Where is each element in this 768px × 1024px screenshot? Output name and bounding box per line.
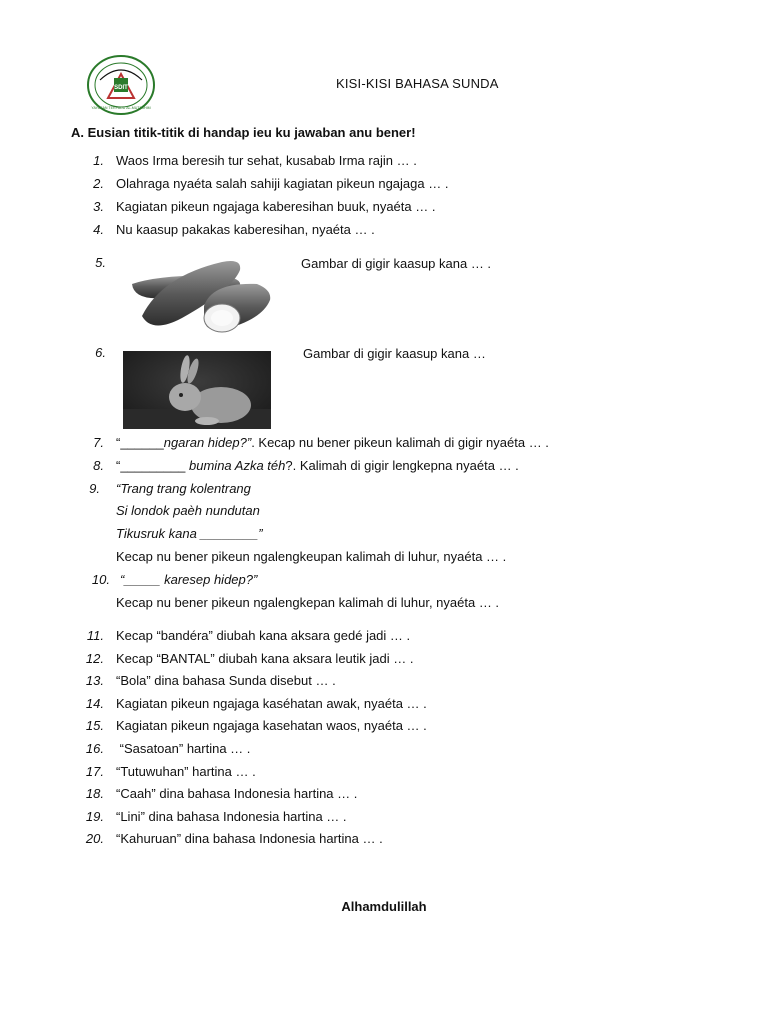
question-14	[0, 694, 768, 714]
question-text: Nu kaasup pakakas kaberesihan, nyaéta … .	[116, 222, 375, 237]
question-6-text: Gambar di gigir kaasup kana …	[303, 346, 486, 361]
question-text: Kecap “BANTAL” diubah kana aksara leutik jadi … .	[116, 651, 414, 666]
question-text: “_____ karesep hidep?”	[120, 572, 258, 587]
question-text: Kagiatan pikeun ngajaga kasehatan waos, nyaéta … .	[116, 718, 427, 733]
question-15	[0, 716, 768, 736]
poem-line-2: Si londok paèh nundutan	[116, 503, 260, 518]
question-10	[0, 570, 768, 590]
blank: “_________	[116, 458, 190, 473]
question-number: 14.	[85, 696, 104, 711]
question-number: 9.	[89, 481, 100, 496]
question-text: Kecap “bandéra” diubah kana aksara gedé jadi … .	[116, 628, 411, 643]
question-12	[0, 649, 768, 669]
question-number: 15.	[85, 718, 104, 733]
question-text: “Sasatoan” hartina … .	[116, 741, 251, 756]
school-logo	[86, 54, 156, 116]
cucumber-image	[122, 256, 272, 336]
question-number: 5.	[95, 255, 106, 270]
question-number: 3.	[93, 199, 104, 214]
question-9-line-3	[0, 524, 768, 544]
question-text: Waos Irma beresih tur sehat, kusabab Irma rajin … .	[116, 153, 417, 168]
question-9	[0, 479, 768, 499]
question-number: 10.	[91, 572, 110, 587]
question-1	[0, 151, 768, 171]
poem-line-3: Tikusruk kana ________”	[116, 526, 263, 541]
question-number: 6.	[95, 345, 106, 360]
question-text	[116, 433, 549, 453]
question-9-line-4	[0, 547, 768, 567]
question-20	[0, 829, 768, 849]
question-7	[0, 433, 768, 453]
question-11	[0, 626, 768, 646]
question-number: 11.	[86, 628, 104, 643]
question-number: 17.	[85, 764, 104, 779]
question-10-line-2	[0, 593, 768, 613]
question-number: 20.	[85, 831, 104, 846]
section-a-heading: A. Eusian titik-titik di handap ieu ku jawaban anu bener!	[71, 125, 416, 140]
italic-text: ngaran hidep?”	[163, 435, 252, 450]
question-13	[0, 671, 768, 691]
question-number: 4.	[93, 222, 104, 237]
question-2	[0, 174, 768, 194]
logo-caption: YAYASAN TERPADU AL-MUTASHIM	[91, 106, 151, 110]
question-number: 12.	[85, 651, 104, 666]
question-4	[0, 220, 768, 240]
poem-line-1: “Trang trang kolentrang	[116, 481, 251, 496]
question-number: 7.	[93, 435, 104, 450]
question-8	[0, 456, 768, 476]
question-rest: . Kecap nu bener pikeun kalimah di gigir nyaéta … .	[251, 435, 549, 450]
question-text: Kecap nu bener pikeun ngalengkeupan kalimah di luhur, nyaéta … .	[116, 549, 507, 564]
question-number: 2.	[93, 176, 104, 191]
question-text: Kagiatan pikeun ngajaga kaséhatan awak, nyaéta … .	[116, 696, 427, 711]
question-number: 1.	[93, 153, 104, 168]
question-text: “Lini” dina bahasa Indonesia hartina … .	[116, 809, 347, 824]
question-text: “Kahuruan” dina bahasa Indonesia hartina … .	[116, 831, 383, 846]
question-9-line-2	[0, 501, 768, 521]
closing-label: Alhamdulillah	[341, 899, 427, 914]
question-rest: ?. Kalimah di gigir lengkepna nyaéta … .	[285, 458, 519, 473]
question-number: 16.	[85, 741, 104, 756]
question-19	[0, 807, 768, 827]
question-17	[0, 762, 768, 782]
question-16	[0, 739, 768, 759]
question-number: 19.	[85, 809, 104, 824]
question-number: 8.	[93, 458, 104, 473]
question-text: “Caah” dina bahasa Indonesia hartina … .	[116, 786, 358, 801]
blank: “______	[116, 435, 164, 450]
question-18	[0, 784, 768, 804]
italic-text: bumina Azka téh	[189, 458, 286, 473]
question-number: 18.	[85, 786, 104, 801]
question-text	[116, 456, 519, 476]
question-text: Kecap nu bener pikeun ngalengkepan kalimah di luhur, nyaéta … .	[116, 595, 500, 610]
closing-text	[0, 899, 768, 914]
logo-text: SDIT	[114, 85, 128, 91]
question-3	[0, 197, 768, 217]
question-text: “Bola” dina bahasa Sunda disebut … .	[116, 673, 336, 688]
question-text: Olahraga nyaéta salah sahiji kagiatan pikeun ngajaga … .	[116, 176, 449, 191]
question-number: 13.	[85, 673, 104, 688]
rabbit-image	[123, 351, 271, 429]
question-text: “Tutuwuhan” hartina … .	[116, 764, 256, 779]
question-5-text: Gambar di gigir kaasup kana … .	[301, 256, 492, 271]
page-title: KISI-KISI BAHASA SUNDA	[336, 76, 499, 91]
question-text: Kagiatan pikeun ngajaga kaberesihan buuk, nyaéta … .	[116, 199, 436, 214]
